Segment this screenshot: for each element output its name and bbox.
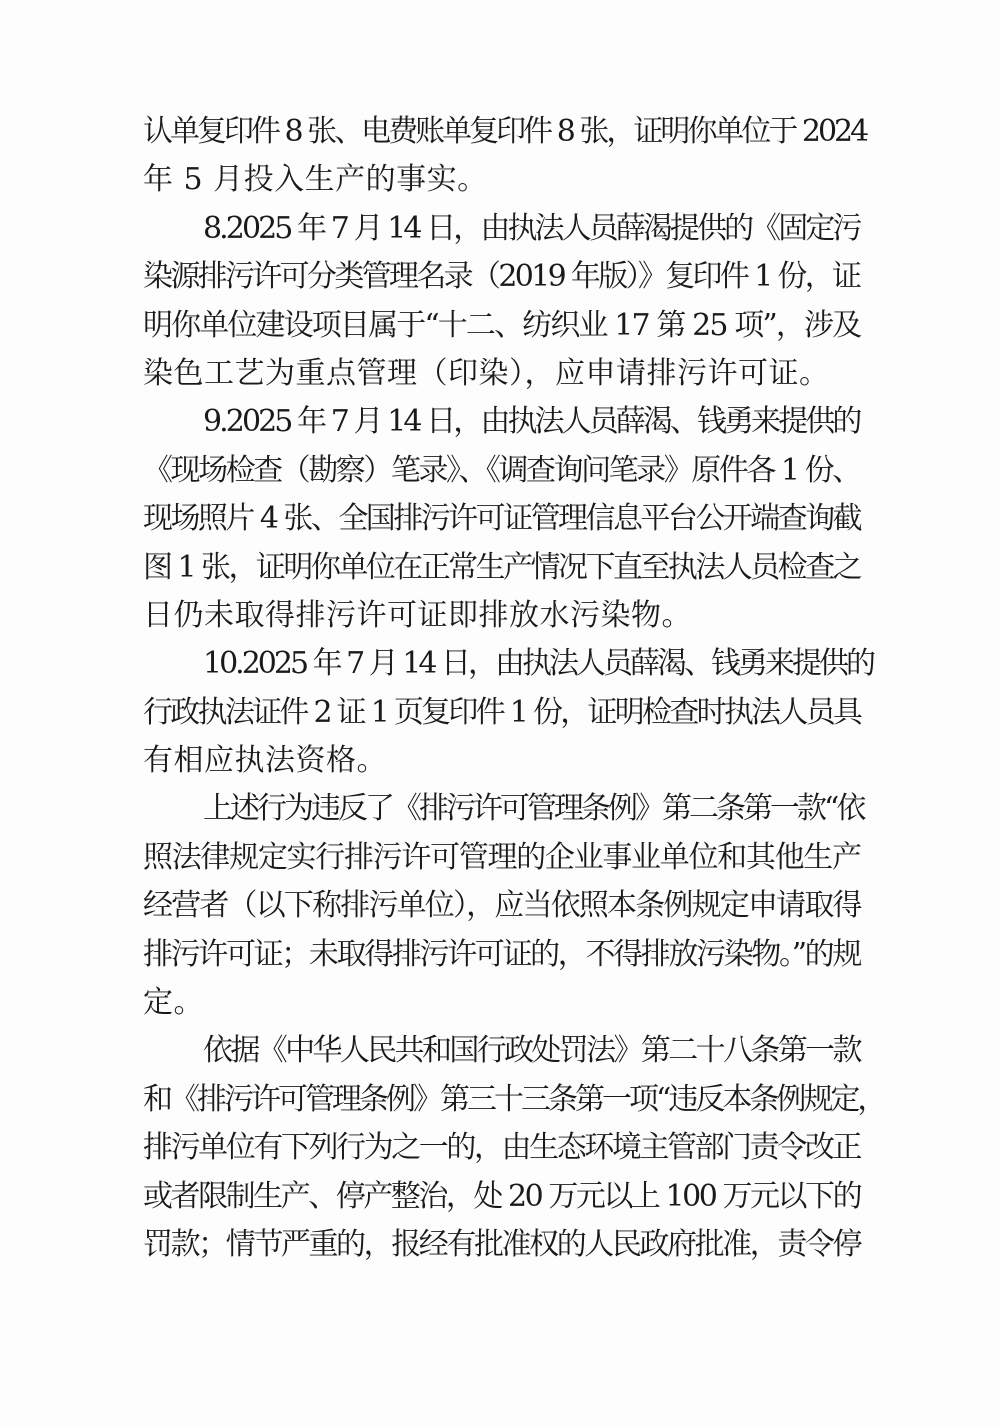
text-line: 照法律规定实行排污许可管理的企业事业单位和其他生产 — [143, 839, 861, 875]
paragraph-item-8 — [143, 205, 863, 399]
text-line: 排污单位有下列行为之一的，由生态环境主管部门责令改正 — [143, 1130, 861, 1166]
paragraph-legal-basis — [143, 1027, 885, 1269]
document-body — [143, 108, 885, 1269]
text-line: 明你单位建设项目属于“十二、纺织业 17 第 25 项”，涉及 — [143, 307, 861, 343]
text-line: 上述行为违反了《排污许可管理条例》第二条第一款“依 — [203, 791, 864, 827]
text-line: 年 5 月投入生产的事实。 — [143, 162, 488, 198]
text-line: 8.2025 年 7 月 14 日，由执法人员薛渴提供的《固定污 — [203, 210, 860, 246]
text-line: 罚款；情节严重的，报经有批准权的人民政府批准，责令停 — [143, 1226, 861, 1262]
paragraph-continuation — [143, 108, 867, 205]
text-line: 经营者（以下称排污单位），应当依照本条例规定申请取得 — [143, 888, 861, 924]
text-line: 行政执法证件 2 证 1 页复印件 1 份，证明检查时执法人员具 — [143, 694, 861, 730]
text-line: 认单复印件 8 张、电费账单复印件 8 张，证明你单位于 2024 — [143, 114, 867, 149]
text-line: 染色工艺为重点管理（印染），应申请排污许可证。 — [143, 355, 830, 391]
text-line: 染源排污许可分类管理名录（2019 年版）》复印件 1 份，证 — [143, 259, 860, 295]
text-line: 图 1 张，证明你单位在正常生产情况下直至执法人员检查之 — [143, 549, 861, 585]
text-line: 依据《中华人民共和国行政处罚法》第二十八条第一款 — [203, 1033, 860, 1069]
text-line: 有相应执法资格。 — [143, 743, 387, 779]
text-line: 《现场检查（勘察）笔录》、《调查询问笔录》原件各 1 份、 — [143, 452, 860, 488]
paragraph-item-9 — [143, 398, 863, 640]
text-line: 或者限制生产、停产整治，处 20 万元以上 100 万元以下的 — [143, 1178, 861, 1214]
text-line: 和《排污许可管理条例》第三十三条第一项“违反本条例规定， — [143, 1081, 885, 1117]
paragraph-violation — [143, 785, 863, 1027]
text-line: 9.2025 年 7 月 14 日，由执法人员薛渴、钱勇来提供的 — [203, 404, 860, 440]
paragraph-item-10 — [143, 640, 873, 785]
text-line: 定。 — [143, 985, 204, 1021]
text-line: 日仍未取得排污许可证即排放水污染物。 — [143, 597, 692, 633]
text-line: 10.2025 年 7 月 14 日，由执法人员薛渴、钱勇来提供的 — [203, 646, 873, 682]
text-line: 排污许可证；未取得排污许可证的，不得排放污染物。”的规 — [143, 936, 860, 972]
text-line: 现场照片 4 张、全国排污许可证管理信息平台公开端查询截 — [143, 501, 861, 537]
